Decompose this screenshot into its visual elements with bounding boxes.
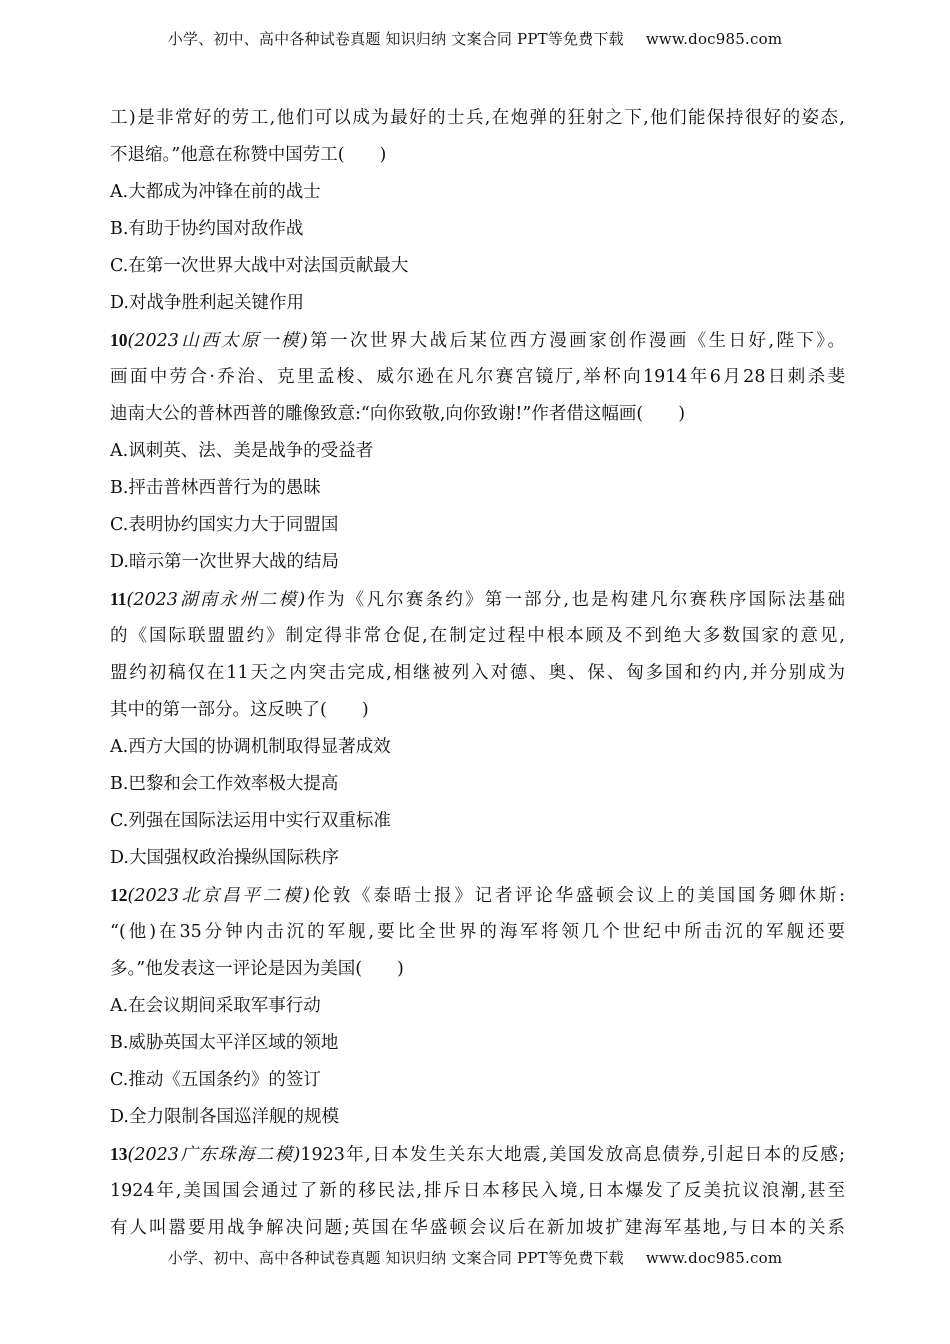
q12-option-b: B.威胁英国太平洋区域的领地 — [110, 1033, 339, 1053]
q9-option-a: A.大都成为冲锋在前的战士 — [110, 182, 321, 202]
q10-source: (2023山西太原一模) — [127, 331, 308, 351]
footer-site: www.doc985.com — [645, 1249, 783, 1267]
q10-option-a: A.讽刺英、法、美是战争的受益者 — [110, 441, 374, 461]
q11-line-2: 的《国际联盟盟约》制定得非常仓促,在制定过程中根本顾及不到绝大多数国家的意见, — [110, 626, 845, 646]
q12-text-1: 伦敦《泰晤士报》记者评论华盛顿会议上的美国国务卿休斯: — [309, 886, 845, 906]
q11-text-1: 作为《凡尔赛条约》第一部分,也是构建凡尔赛秩序国际法基础 — [305, 590, 845, 610]
q13-line-3: 有人叫嚣要用战争解决问题;英国在华盛顿会议后在新加坡扩建海军基地,与日本的关系 — [110, 1218, 845, 1238]
footer-text: 小学、初中、高中各种试卷真题 知识归纳 文案合同 PPT等免费下载 — [167, 1249, 624, 1267]
q10-line-1 — [110, 322, 845, 359]
q11-line-4: 其中的第一部分。这反映了( ) — [110, 700, 369, 720]
q11-option-c: C.列强在国际法运用中实行双重标准 — [110, 811, 391, 831]
q12-line-3: 多。”他发表这一评论是因为美国( ) — [110, 959, 404, 979]
q13-number: 13 — [110, 1144, 128, 1164]
q10-text-1: 第一次世界大战后某位西方漫画家创作漫画《生日好,陛下》。 — [307, 331, 845, 351]
q13-text-1: 1923年,日本发生关东大地震,美国发放高息债券,引起日本的反感; — [300, 1145, 845, 1165]
q12-option-c: C.推动《五国条约》的签订 — [110, 1070, 321, 1090]
q10-option-c: C.表明协约国实力大于同盟国 — [110, 515, 339, 535]
q10-line-3: 迪南大公的普林西普的雕像致意:“向你致敬,向你致谢!”作者借这幅画( ) — [110, 404, 686, 424]
q10-option-d: D.暗示第一次世界大战的结局 — [110, 552, 339, 572]
q9-option-d: D.对战争胜利起关键作用 — [110, 293, 304, 313]
q10-line-2: 画面中劳合·乔治、克里孟梭、威尔逊在凡尔赛宫镜厅,举杯向1914年6月28日刺杀斐 — [110, 367, 845, 387]
q12-line-1 — [110, 877, 845, 914]
q9-option-b: B.有助于协约国对敌作战 — [110, 219, 304, 239]
q12-option-d: D.全力限制各国巡洋舰的规模 — [110, 1107, 339, 1127]
header-site: www.doc985.com — [645, 30, 783, 48]
q10-option-b: B.抨击普林西普行为的愚昧 — [110, 478, 321, 498]
q9-option-c: C.在第一次世界大战中对法国贡献最大 — [110, 256, 409, 276]
q11-source: (2023湖南永州二模) — [126, 590, 306, 610]
q12-number: 12 — [110, 885, 128, 905]
question-content — [110, 100, 845, 1247]
q10-number: 10 — [110, 330, 128, 350]
header-text: 小学、初中、高中各种试卷真题 知识归纳 文案合同 PPT等免费下载 — [167, 30, 624, 48]
q12-line-2: “(他)在35分钟内击沉的军舰,要比全世界的海军将领几个世纪中所击沉的军舰还要 — [110, 922, 845, 942]
q12-source: (2023北京昌平二模) — [127, 886, 310, 906]
q13-line-1 — [110, 1136, 845, 1173]
q9-line-2: 不退缩。”他意在称赞中国劳工( ) — [110, 145, 387, 165]
q13-source: (2023广东珠海二模) — [127, 1145, 301, 1165]
q11-line-3: 盟约初稿仅在11天之内突击完成,相继被列入对德、奥、保、匈多国和约内,并分别成为 — [110, 663, 845, 683]
q13-line-2: 1924年,美国国会通过了新的移民法,排斥日本移民入境,日本爆发了反美抗议浪潮,甚至 — [110, 1181, 845, 1201]
q11-option-d: D.大国强权政治操纵国际秩序 — [110, 848, 339, 868]
q11-option-b: B.巴黎和会工作效率极大提高 — [110, 774, 339, 794]
page-footer — [0, 1247, 950, 1268]
q11-number: 11 — [110, 589, 127, 609]
q9-line-1: 工)是非常好的劳工,他们可以成为最好的士兵,在炮弹的狂射之下,他们能保持很好的姿态, — [110, 108, 845, 128]
q11-option-a: A.西方大国的协调机制取得显著成效 — [110, 737, 391, 757]
q11-line-1 — [110, 581, 845, 618]
page-header — [0, 28, 950, 49]
q12-option-a: A.在会议期间采取军事行动 — [110, 996, 321, 1016]
